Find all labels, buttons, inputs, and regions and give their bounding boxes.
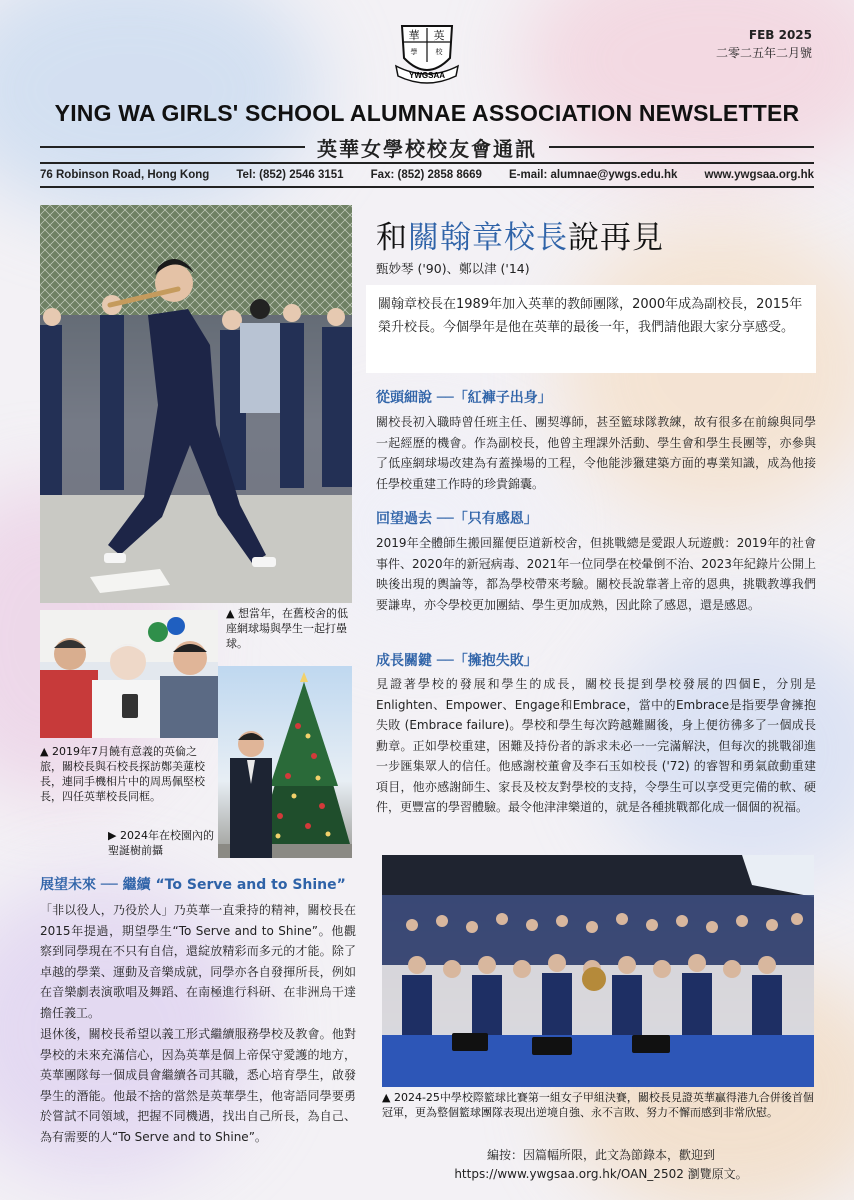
newsletter-title-zh-row	[40, 134, 814, 160]
contact-website[interactable]: www.ywgsaa.org.hk	[704, 169, 814, 181]
section-body-4: 「非以役人，乃役於人」乃英華一直秉持的精神，關校長在2015年提過，期望學生“To Serve and to Shine”。他觀察到同學現在不只有自信，還綻放精彩而多元的才能。除了卓越的學業、運動及音樂成就，同學亦各自發揮所長，例如在音樂劇表演歌唱及舞蹈、在南極進行科研、在非洲烏干達擔任義工。	[40, 903, 356, 1020]
svg-text:學: 學	[410, 48, 418, 56]
article-title-suffix: 說再見	[568, 220, 664, 256]
article-title-prefix: 和	[376, 220, 408, 256]
photo-baseball	[40, 205, 352, 603]
svg-text:華: 華	[408, 29, 420, 42]
photo-basketball-team	[382, 855, 814, 1087]
school-crest-logo	[392, 20, 462, 86]
photo-england-trip	[40, 610, 218, 738]
caption-england-trip: ▲ 2019年7月饒有意義的英倫之旅，關校長與石校長探訪鄭美蓮校長，連同手機相片中的周馬佩堅校長，四任英華校長同框。	[40, 745, 205, 803]
newsletter-title-zh: 英華女學校校友會通訊	[317, 136, 537, 161]
issue-date-en: FEB 2025	[748, 28, 812, 42]
section-body-4b: 退休後，關校長希望以義工形式繼續服務學校及教會。他對學校的未來充滿信心，因為英華是個上帝保守愛護的地方，英華團隊每一個成員會繼續各司其職，悉心培育學生，啟發學生的潛能。他最不捨的當然是英華學生，他寄語同學要勇於嘗試不同領域，把握不同機遇，找出自己所長，為自己、為有需要的人“To Serve and to Shine”。	[40, 1027, 356, 1144]
section-heading-2: 回望過去 ──「只有感恩」	[376, 511, 538, 527]
newsletter-title-en: YING WA GIRLS' SCHOOL ALUMNAE ASSOCIATION NEWSLETTER	[54, 100, 800, 126]
contact-address: 76 Robinson Road, Hong Kong	[40, 169, 210, 181]
section-heading-4: 展望未來 ── 繼續 “To Serve and to Shine”	[40, 877, 346, 893]
contact-tel: Tel: (852) 2546 3151	[236, 169, 344, 181]
section-body-1: 關校長初入職時曾任班主任、團契導師，甚至籃球隊教練，故有很多在前線與同學一起經歷的機會。作為副校長，他曾主理課外活動、學生會和學生長團等，亦參與了低座網球場改建為有蓋操場的工程，令他能涉獵建築方面的專業知識，成為他接任學校重建工作時的珍貴錦囊。	[376, 415, 816, 491]
contact-bar	[40, 162, 814, 188]
section-body-3: 見證著學校的發展和學生的成長，關校長提到學校發展的四個E，分別是Enlighten、Empower、Engage和Embrace，當中的Embrace是指要學會擁抱失敗 (Embrace failure)。學校和學生每次跨越難關後，身上便彷彿多了一個成長勳章。正如學校重建，困難及持份者的訴求未必一一完滿解決，但每次的挑戰卻進一步匯集眾人的信任。他感謝校董會及李石玉如校長 ('72) 的睿智和勇氣啟動重建項目，他亦感謝師生、家長及校友對學校的支持，令學生可以享受更完備的軟、硬件，更豐富的學習體驗。最令他津津樂道的，就是各種挑戰都化成一個個的祝福。	[376, 677, 816, 814]
editor-note: 編按：因篇幅所限，此文為節錄本，歡迎到 https://www.ywgsaa.org.hk/OAN_2502 瀏覽原文。	[454, 1148, 748, 1181]
svg-text:YWGSAA: YWGSAA	[409, 71, 445, 80]
article-title-highlight: 關翰章校長	[408, 220, 568, 256]
caption-baseball: ▲ 想當年，在舊校舍的低座網球場與學生一起打壘球。	[226, 607, 348, 650]
title-rule-right	[549, 146, 814, 148]
caption-basketball: ▲ 2024-25中學校際籃球比賽第一組女子甲組決賽，關校長見證英華贏得港九合併後首個冠軍，更為整個籃球團隊表現出逆境自強、永不言敗、努力不懈而感到非常欣慰。	[382, 1091, 814, 1119]
caption-christmas-tree: ▶ 2024年在校園內的聖誕樹前攝	[108, 829, 214, 857]
issue-date-zh: 二零二五年二月號	[715, 46, 812, 60]
contact-fax: Fax: (852) 2858 8669	[370, 169, 482, 181]
section-body-2: 2019年全體師生搬回羅便臣道新校舍，但挑戰總是愛跟人玩遊戲：2019年的社會事件、2020年的新冠病毒、2021年一位同學在校暈倒不治、2023年紀錄片公開上映後出現的輿論等，都為學校帶來考驗。關校長說靠著上帝的恩典，挑戰教導我們要謙卑，亦令學校更加團結、學生更加成熟，因此除了感恩，還是感恩。	[376, 536, 816, 612]
contact-email[interactable]: E-mail: alumnae@ywgs.edu.hk	[508, 169, 678, 181]
photo-christmas-tree	[218, 666, 352, 858]
article-lead: 關翰章校長在1989年加入英華的教師團隊，2000年成為副校長，2015年榮升校長。今個學年是他在英華的最後一年，我們請他跟大家分享感受。	[366, 285, 816, 373]
title-rule-left	[40, 146, 305, 148]
issue-date	[716, 26, 812, 62]
section-heading-1: 從頭細說 ──「紅褲子出身」	[376, 390, 552, 406]
svg-text:英: 英	[433, 29, 445, 42]
article-title	[376, 212, 664, 257]
svg-text:校: 校	[435, 48, 443, 56]
section-heading-3: 成長關鍵 ──「擁抱失敗」	[376, 653, 538, 669]
article-authors: 甄妙琴 ('90)、鄭以津 ('14)	[376, 261, 530, 276]
